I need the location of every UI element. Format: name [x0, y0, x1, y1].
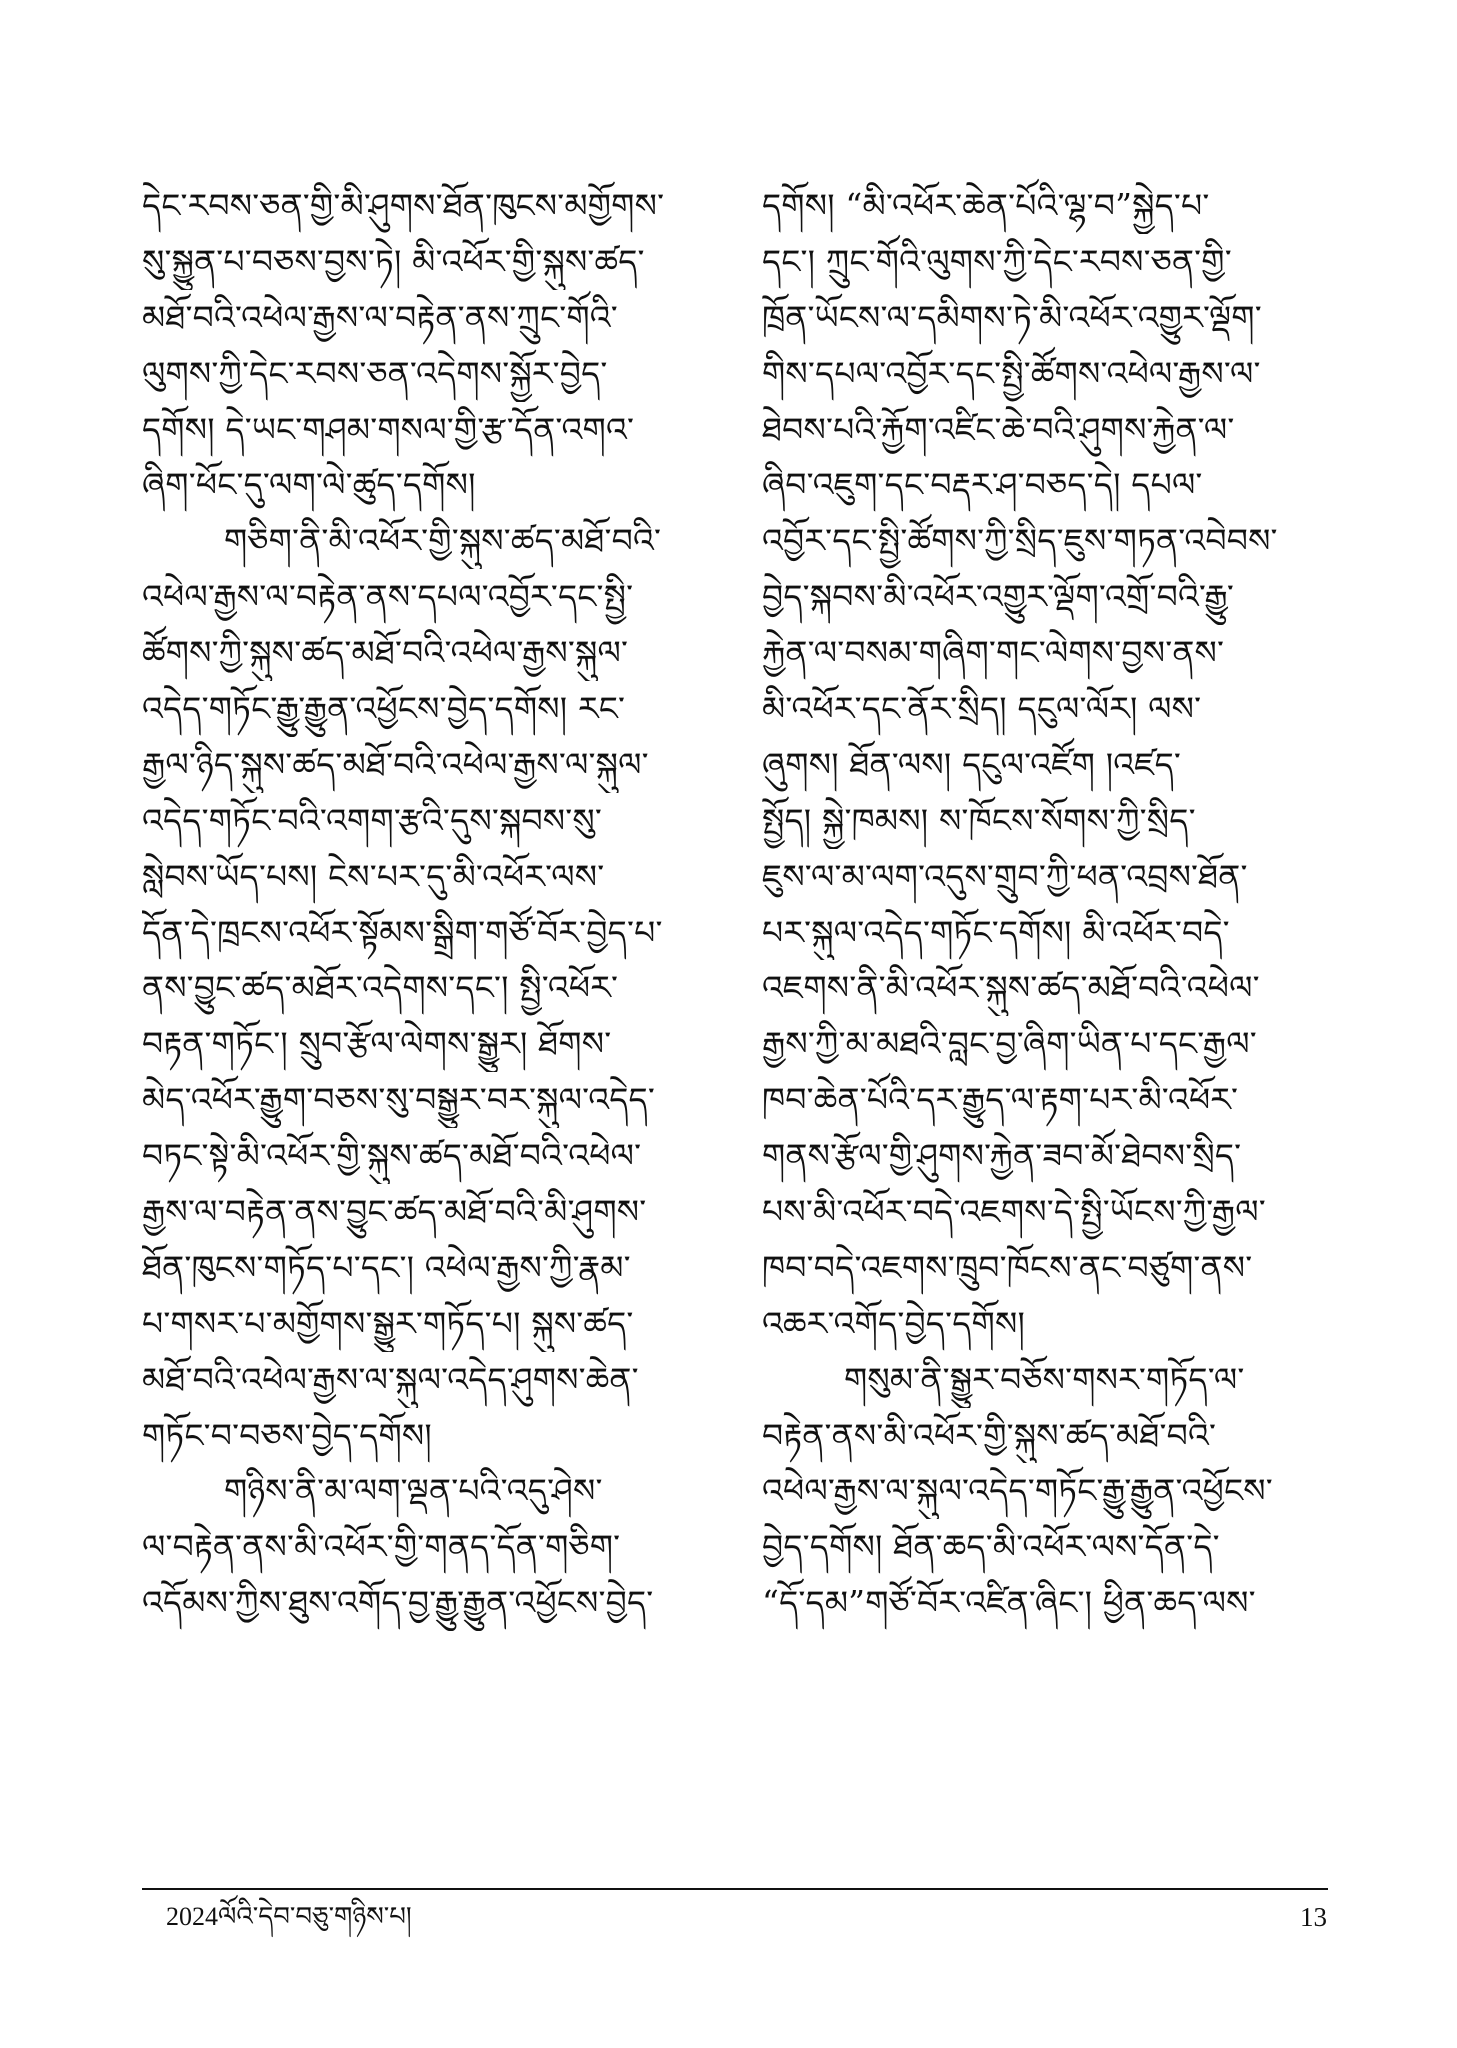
text-line: ཚོགས་ཀྱི་སྐུས་ཚད་མཐོ་བའི་འཕེལ་རྒྱས་སྐུལ་: [142, 633, 629, 673]
paragraph-start-line: གསུམ་ནི་སྒྱུར་བཅོས་གསར་གཏོད་ལ་: [844, 1359, 1245, 1399]
right-text-column: [762, 178, 1327, 1631]
text-line: ནས་བྱུང་ཚད་མཐོར་འདེགས་དང་། སྤྱི་འཕོར་: [142, 968, 619, 1008]
text-line: མེད་འཕོར་རྒྱུག་བཅས་སུ་བསྒྱུར་བར་སྐུལ་འདེད་: [142, 1080, 655, 1120]
text-line: ཞིག་ཕོང་དུ་ལག་ལེ་ཚུད་དགོས།: [142, 465, 476, 505]
text-line: དོན་དེ་ཁྲངས་འཕོར་སྟོམས་སྒྲིག་གཙོ་བོར་བྱེད་པ་: [142, 912, 663, 952]
text-line: དགོས། “མི་འཕོར་ཆེན་པོའི་ལྷ་བ”སྐྱེད་པ་: [762, 186, 1210, 225]
text-line: འཇགས་ནི་མི་འཕོར་སྐུས་ཚད་མཐོ་བའི་འཕེལ་: [762, 968, 1260, 1008]
text-line: འཆར་འགོད་བྱེད་དགོས།: [762, 1303, 1025, 1343]
text-line: བྱེད་དགོས། ཐོན་ཆད་མི་འཕོར་ལས་དོན་དེ་: [762, 1527, 1220, 1567]
text-line: ཞིབ་འཇུག་དང་བརྡར་ཤ་བཅད་དེ། དཔལ་: [762, 465, 1203, 505]
text-line: དེང་རབས་ཅན་གྱི་མི་ཤུགས་ཐོན་ཁུངས་མགྱོགས་: [142, 186, 665, 225]
paragraph-start-line: གཅིག་ནི་མི་འཕོར་གྱི་སྐུས་ཚད་མཐོ་བའི་: [224, 521, 662, 561]
text-line: ལུགས་ཀྱི་དེང་རབས་ཅན་འདེགས་སྐྱོར་བྱེད་: [142, 353, 608, 393]
text-line: “དོ་དམ”གཙོ་བོར་འཛིན་ཞིང་། ཕྱིན་ཆད་ལས་: [762, 1583, 1256, 1623]
text-line: འདོམས་ཀྱིས་ཐུས་འགོད་བྱ་རྒྱུ་རྒྱུན་འཕྱོངས་བྱེད་: [142, 1583, 654, 1623]
text-line: དགོས། དེ་ཡང་གཤམ་གསལ་གྱི་རྩ་དོན་འགའ་: [142, 409, 635, 449]
text-line: རྐྱེན་ལ་བསམ་གཞིག་གང་ལེགས་བྱས་ནས་: [762, 633, 1225, 673]
text-line: འདེད་གཏོང་བའི་འགག་རྩའི་དུས་སྐབས་སུ་: [142, 800, 603, 840]
text-line: ཇུས་ལ་མ་ལག་འདུས་གྲུབ་ཀྱི་ཕན་འབྲས་ཐོན་: [762, 856, 1248, 896]
text-line: རྒྱས་ལ་བརྟེན་ནས་བྱུང་ཚད་མཐོ་བའི་མི་ཤུགས་: [142, 1192, 647, 1232]
text-line: ཞུགས། ཐོན་ལས། དངུལ་འཛོག །འཛད་: [762, 744, 1182, 784]
text-line: རྒྱས་ཀྱི་མ་མཐའི་བླང་བྱ་ཞིག་ཡིན་པ་དང་རྒྱལ་: [762, 1024, 1257, 1064]
text-line: སྤྱོད། སྐྱེ་ཁམས། ས་ཁོངས་སོགས་ཀྱི་སྲིད་: [762, 800, 1196, 840]
text-line: འདེད་གཏོང་རྒྱུ་རྒྱུན་འཕྱོངས་བྱེད་དགོས། རང་: [142, 689, 626, 729]
left-text-column: [142, 178, 707, 1631]
text-line: ཁབ་ཆེན་པོའི་དར་རྒྱུད་ལ་རྟག་པར་མི་འཕོར་: [762, 1080, 1239, 1120]
text-line: འབྱོར་དང་སྤྱི་ཚོགས་ཀྱི་སྲིད་ཇུས་གཏན་འབེབས་: [762, 521, 1278, 561]
text-line: གནས་རྩོལ་གྱི་ཤུགས་རྐྱེན་ཟབ་མོ་ཐེབས་སྲིད་: [762, 1136, 1242, 1176]
text-line: བྱེད་སྐབས་མི་འཕོར་འགྱུར་ལྡོག་འགྲོ་བའི་རྒྱུ་: [762, 577, 1234, 617]
text-line: དང་། ཀྲུང་གོའི་ལུགས་ཀྱི་དེང་རབས་ཅན་གྱི་: [762, 241, 1232, 281]
text-line: འཕེལ་རྒྱས་ལ་སྐུལ་འདེད་གཏོང་རྒྱུ་རྒྱུན་འཕྱོངས་: [762, 1471, 1273, 1511]
text-line: མཐོ་བའི་འཕེལ་རྒྱས་ལ་སྐུལ་འདེད་ཤུགས་ཆེན་: [142, 1359, 639, 1399]
text-line: བརྟེན་ནས་མི་འཕོར་གྱི་སྐུས་ཚད་མཐོ་བའི་: [762, 1415, 1217, 1455]
page-number: 13: [1300, 1902, 1327, 1932]
text-line: བརྟན་གཏོང་། སྲུབ་རྩོལ་ལེགས་སྒྱུར། ཐོགས་: [142, 1024, 612, 1064]
text-line: གིས་དཔལ་འབྱོར་དང་སྤྱི་ཚོགས་འཕེལ་རྒྱས་ལ་: [762, 353, 1261, 393]
text-line: པར་སྐུལ་འདེད་གཏོང་དགོས། མི་འཕོར་བདེ་: [762, 912, 1230, 952]
text-line: གཏོང་བ་བཅས་བྱེད་དགོས།: [142, 1415, 432, 1455]
text-line: འཕེལ་རྒྱས་ལ་བརྟེན་ནས་དཔལ་འབྱོར་དང་སྤྱི་: [142, 577, 634, 617]
text-line: པ་གསར་པ་མགྱོགས་སྒྱུར་གཏོད་པ། སྐུས་ཚད་: [142, 1303, 634, 1343]
text-line: བཏང་སྟེ་མི་འཕོར་གྱི་སྐུས་ཚད་མཐོ་བའི་འཕེལ་: [142, 1136, 642, 1176]
text-line: སླེབས་ཡོད་པས། ངེས་པར་དུ་མི་འཕོར་ལས་: [142, 856, 605, 896]
text-line: སུ་སྐྱུན་པ་བཅས་བྱས་ཏེ། མི་འཕོར་གྱི་སྐུས་ཚད་: [142, 241, 645, 281]
text-line: མི་འཕོར་དང་ནོར་སྲིད། དངུལ་ལོར། ལས་: [762, 689, 1202, 729]
footer-divider: [142, 1888, 1328, 1890]
footer-issue-label: 2024ལོའི་དེབ་བཅུ་གཉིས་པ།: [166, 1902, 412, 1931]
text-line: པས་མི་འཕོར་བདེ་འཇགས་དེ་སྤྱི་ཡོངས་ཀྱི་རྒྱལ་: [762, 1192, 1266, 1232]
text-line: ཁྲོན་ཡོངས་ལ་དམིགས་ཏེ་མི་འཕོར་འགྱུར་ལྡོག་: [762, 297, 1262, 337]
text-line: མཐོ་བའི་འཕེལ་རྒྱས་ལ་བརྟེན་ནས་ཀྲུང་གོའི་: [142, 297, 618, 337]
paragraph-start-line: གཉིས་ནི་མ་ལག་ལྡན་པའི་འདུ་ཤེས་: [224, 1471, 603, 1511]
text-line: ཐེབས་པའི་རྐྱོག་འཛིང་ཆེ་བའི་ཤུགས་རྐྱེན་ལ་: [762, 409, 1235, 449]
text-line: ཁབ་བདེ་འཇགས་ཁྲུབ་ཁོངས་ནང་བཙུག་ནས་: [762, 1247, 1253, 1287]
text-line: ཐོན་ཁུངས་གཏོད་པ་དང་། འཕེལ་རྒྱས་ཀྱི་རྣམ་: [142, 1247, 631, 1287]
text-line: རྒྱལ་ཉིད་སྐུས་ཚད་མཐོ་བའི་འཕེལ་རྒྱས་ལ་སྐུལ་: [142, 744, 649, 784]
text-line: ལ་བརྟེན་ནས་མི་འཕོར་གྱི་གནད་དོན་གཅིག་: [142, 1527, 621, 1567]
